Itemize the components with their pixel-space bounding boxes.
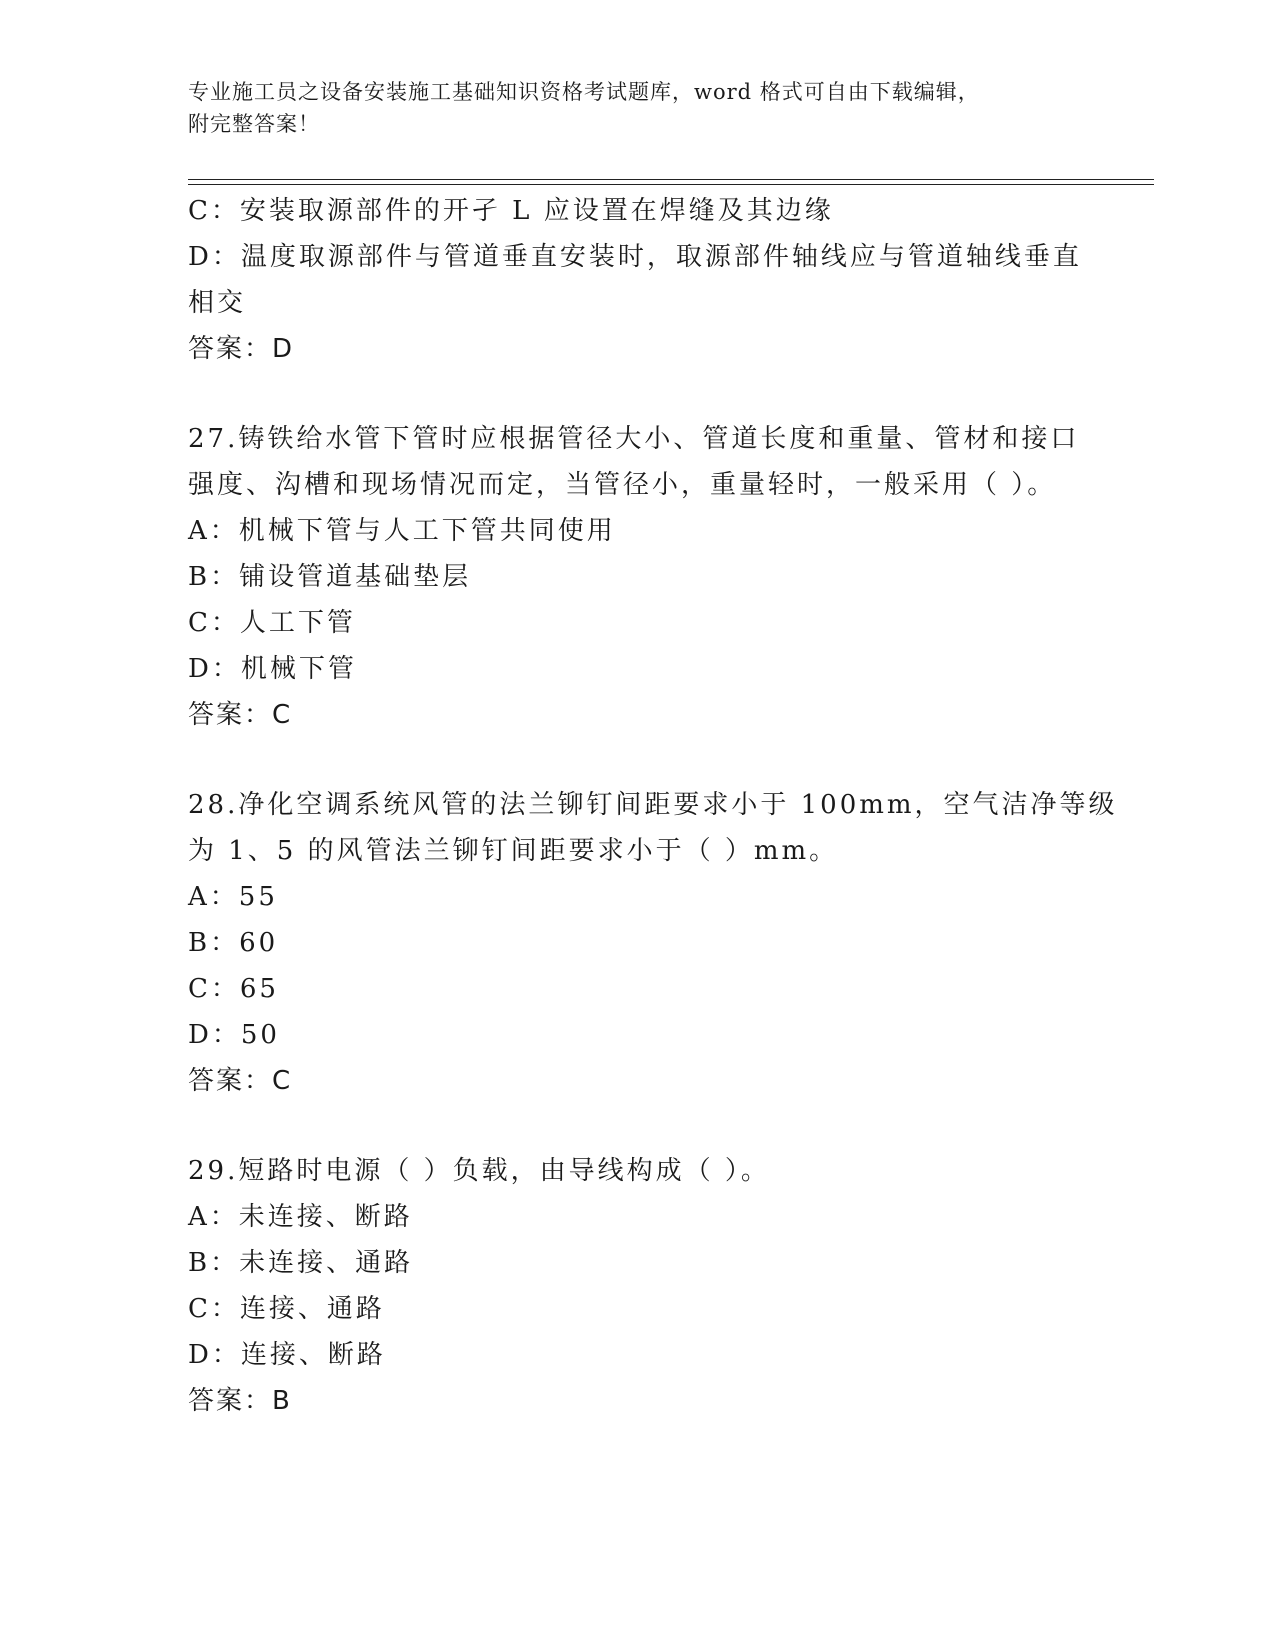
q28-answer: 答案：C — [188, 1066, 293, 1096]
question-29 — [188, 1148, 1088, 1424]
q27-stem-line-2: 强度、沟槽和现场情况而定，当管径小，重量轻时，一般采用（ ）。 — [188, 470, 1057, 500]
header-line-1: 专业施工员之设备安装施工基础知识资格考试题库，word 格式可自由下载编辑， — [188, 80, 980, 104]
q26-option-d-line-2: 相交 — [188, 288, 247, 318]
q27-option-c: C：人工下管 — [188, 608, 356, 638]
spacer — [188, 1104, 1088, 1148]
q28-option-a: A：55 — [188, 882, 278, 912]
q27-option-d: D：机械下管 — [188, 654, 357, 684]
spacer — [188, 372, 1088, 416]
q26-option-d-line-1: D：温度取源部件与管道垂直安装时，取源部件轴线应与管道轴线垂直 — [188, 242, 1082, 272]
header-divider-bottom — [188, 184, 1154, 185]
page-header — [188, 76, 1088, 140]
q28-option-d: D：50 — [188, 1020, 280, 1050]
q28-option-b: B：60 — [188, 928, 279, 958]
q29-stem-line-1: 29.短路时电源（ ）负载，由导线构成（ ）。 — [188, 1156, 770, 1186]
q27-option-a: A：机械下管与人工下管共同使用 — [188, 516, 616, 546]
header-line-2: 附完整答案！ — [188, 112, 320, 136]
q26-answer: 答案：D — [188, 334, 295, 364]
q28-stem-line-2: 为 1、5 的风管法兰铆钉间距要求小于（ ）mm。 — [188, 836, 839, 866]
q28-stem-line-1: 28.净化空调系统风管的法兰铆钉间距要求小于 100mm，空气洁净等级 — [188, 790, 1118, 820]
q29-option-b: B：未连接、通路 — [188, 1248, 414, 1278]
q29-option-a: A：未连接、断路 — [188, 1202, 413, 1232]
question-26 — [188, 188, 1088, 372]
header-divider-top — [188, 179, 1154, 180]
q28-option-c: C：65 — [188, 974, 279, 1004]
q27-stem-line-1: 27.铸铁给水管下管时应根据管径大小、管道长度和重量、管材和接口 — [188, 424, 1080, 454]
q27-option-b: B：铺设管道基础垫层 — [188, 562, 472, 592]
question-28 — [188, 782, 1118, 1104]
q26-option-c: C：安装取源部件的开孑 L 应设置在焊缝及其边缘 — [188, 196, 834, 226]
q29-option-c: C：连接、通路 — [188, 1294, 385, 1324]
q29-answer: 答案：B — [188, 1386, 292, 1416]
question-27 — [188, 416, 1088, 738]
q27-answer: 答案：C — [188, 700, 293, 730]
question-content — [188, 188, 1118, 1424]
spacer — [188, 738, 1088, 782]
q29-option-d: D：连接、断路 — [188, 1340, 386, 1370]
